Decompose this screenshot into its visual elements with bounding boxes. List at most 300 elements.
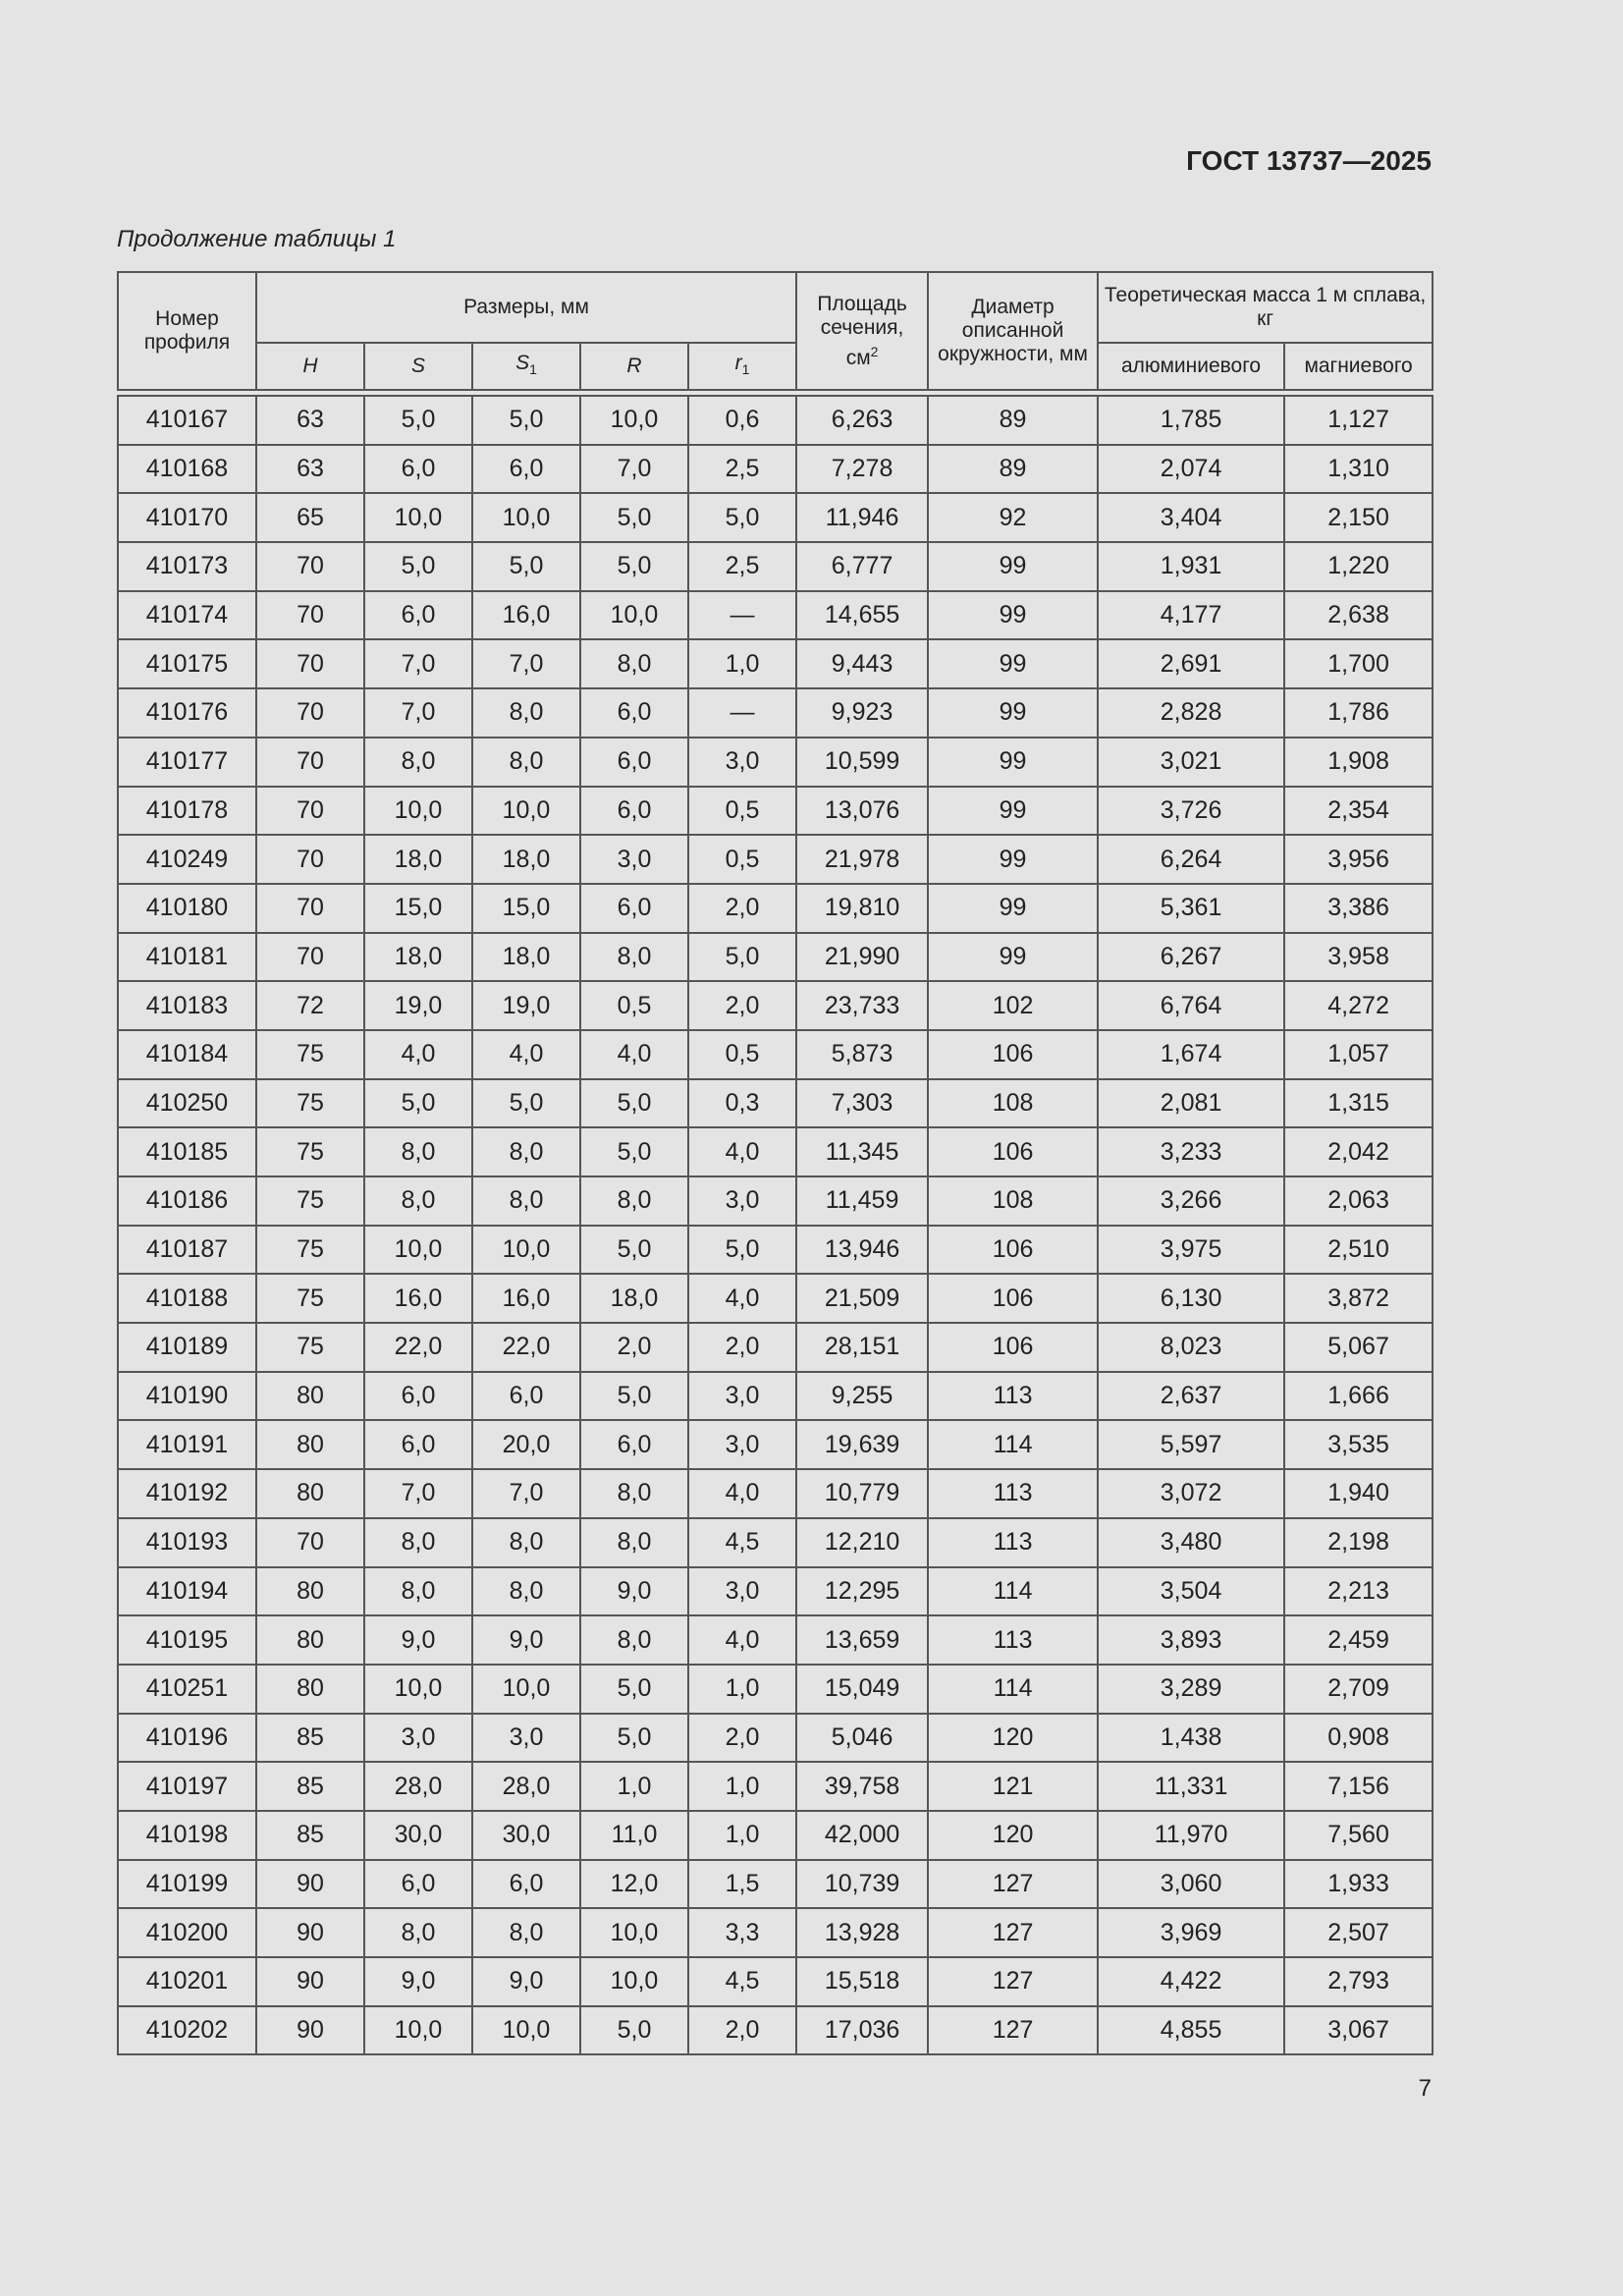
cell-section-area: 12,295 <box>796 1567 928 1616</box>
cell-r1: 4,0 <box>688 1274 796 1323</box>
cell-profile-number: 410201 <box>118 1957 256 2006</box>
cell-r: 6,0 <box>580 688 688 738</box>
cell-r1: 4,5 <box>688 1957 796 2006</box>
cell-section-area: 21,978 <box>796 835 928 884</box>
header-r1-sub: 1 <box>741 361 750 378</box>
cell-h: 70 <box>256 1518 364 1567</box>
header-profile-number: Номер профиля <box>118 272 256 390</box>
cell-profile-number: 410184 <box>118 1030 256 1079</box>
cell-h: 90 <box>256 1860 364 1909</box>
cell-h: 63 <box>256 396 364 445</box>
cell-section-area: 11,459 <box>796 1176 928 1226</box>
cell-mass-magnesium: 2,638 <box>1284 591 1433 640</box>
cell-s: 6,0 <box>364 445 472 494</box>
cell-h: 70 <box>256 884 364 933</box>
cell-profile-number: 410191 <box>118 1420 256 1469</box>
cell-r: 5,0 <box>580 1714 688 1763</box>
cell-s1: 8,0 <box>472 1127 580 1176</box>
cell-profile-number: 410170 <box>118 493 256 542</box>
cell-s1: 8,0 <box>472 1518 580 1567</box>
cell-profile-number: 410175 <box>118 639 256 688</box>
cell-profile-number: 410197 <box>118 1762 256 1811</box>
cell-r: 5,0 <box>580 542 688 591</box>
cell-section-area: 14,655 <box>796 591 928 640</box>
cell-mass-magnesium: 7,156 <box>1284 1762 1433 1811</box>
cell-s1: 5,0 <box>472 542 580 591</box>
cell-r: 9,0 <box>580 1567 688 1616</box>
cell-s: 3,0 <box>364 1714 472 1763</box>
cell-profile-number: 410174 <box>118 591 256 640</box>
cell-s1: 5,0 <box>472 396 580 445</box>
document-code: ГОСТ 13737—2025 <box>1186 145 1432 176</box>
cell-r1: 1,5 <box>688 1860 796 1909</box>
cell-mass-aluminium: 11,970 <box>1098 1811 1284 1860</box>
cell-section-area: 10,739 <box>796 1860 928 1909</box>
header-r: R <box>580 343 688 390</box>
cell-mass-aluminium: 6,264 <box>1098 835 1284 884</box>
cell-r1: 3,0 <box>688 1176 796 1226</box>
cell-r: 4,0 <box>580 1030 688 1079</box>
cell-r1: 2,0 <box>688 2006 796 2055</box>
cell-section-area: 23,733 <box>796 981 928 1030</box>
cell-h: 70 <box>256 591 364 640</box>
cell-s: 10,0 <box>364 2006 472 2055</box>
cell-diameter: 99 <box>928 835 1098 884</box>
cell-h: 70 <box>256 835 364 884</box>
table-row <box>118 1567 1433 1616</box>
cell-diameter: 106 <box>928 1323 1098 1372</box>
cell-diameter: 92 <box>928 493 1098 542</box>
cell-s1: 10,0 <box>472 787 580 836</box>
cell-r1: 1,0 <box>688 1811 796 1860</box>
cell-s1: 16,0 <box>472 591 580 640</box>
cell-profile-number: 410167 <box>118 396 256 445</box>
cell-section-area: 39,758 <box>796 1762 928 1811</box>
cell-profile-number: 410190 <box>118 1372 256 1421</box>
cell-s1: 6,0 <box>472 1860 580 1909</box>
cell-s1: 6,0 <box>472 1372 580 1421</box>
cell-r: 7,0 <box>580 445 688 494</box>
cell-s: 18,0 <box>364 835 472 884</box>
cell-mass-aluminium: 3,060 <box>1098 1860 1284 1909</box>
cell-diameter: 99 <box>928 933 1098 982</box>
cell-s1: 8,0 <box>472 1176 580 1226</box>
cell-r1: 3,0 <box>688 1372 796 1421</box>
cell-r1: 2,0 <box>688 1714 796 1763</box>
cell-r1: 2,0 <box>688 884 796 933</box>
cell-s1: 19,0 <box>472 981 580 1030</box>
cell-section-area: 19,810 <box>796 884 928 933</box>
cell-profile-number: 410187 <box>118 1226 256 1275</box>
cell-h: 72 <box>256 981 364 1030</box>
cell-s1: 9,0 <box>472 1615 580 1665</box>
cell-section-area: 21,990 <box>796 933 928 982</box>
header-r1-letter: r <box>734 351 742 374</box>
table-caption: Продолжение таблицы 1 <box>117 226 397 252</box>
header-r1 <box>688 343 796 390</box>
cell-profile-number: 410200 <box>118 1908 256 1957</box>
cell-s: 10,0 <box>364 1665 472 1714</box>
cell-r: 10,0 <box>580 591 688 640</box>
cell-mass-magnesium: 2,063 <box>1284 1176 1433 1226</box>
profile-table <box>117 271 1434 2055</box>
cell-s: 4,0 <box>364 1030 472 1079</box>
cell-r1: 1,0 <box>688 1665 796 1714</box>
cell-h: 80 <box>256 1665 364 1714</box>
cell-mass-magnesium: 1,127 <box>1284 396 1433 445</box>
cell-diameter: 121 <box>928 1762 1098 1811</box>
table-row <box>118 1176 1433 1226</box>
cell-h: 90 <box>256 1908 364 1957</box>
cell-mass-magnesium: 7,560 <box>1284 1811 1433 1860</box>
cell-r1: 0,5 <box>688 1030 796 1079</box>
cell-r1: 4,5 <box>688 1518 796 1567</box>
cell-r: 6,0 <box>580 787 688 836</box>
cell-mass-magnesium: 1,700 <box>1284 639 1433 688</box>
cell-r: 5,0 <box>580 2006 688 2055</box>
cell-r1: 3,0 <box>688 1420 796 1469</box>
cell-mass-magnesium: 1,057 <box>1284 1030 1433 1079</box>
cell-diameter: 99 <box>928 688 1098 738</box>
cell-mass-magnesium: 2,459 <box>1284 1615 1433 1665</box>
cell-s: 22,0 <box>364 1323 472 1372</box>
cell-mass-magnesium: 2,354 <box>1284 787 1433 836</box>
cell-profile-number: 410180 <box>118 884 256 933</box>
cell-mass-aluminium: 2,691 <box>1098 639 1284 688</box>
cell-r: 8,0 <box>580 933 688 982</box>
cell-mass-aluminium: 3,480 <box>1098 1518 1284 1567</box>
table-row <box>118 493 1433 542</box>
cell-diameter: 106 <box>928 1127 1098 1176</box>
cell-profile-number: 410193 <box>118 1518 256 1567</box>
cell-s: 28,0 <box>364 1762 472 1811</box>
cell-s1: 10,0 <box>472 1226 580 1275</box>
cell-diameter: 99 <box>928 542 1098 591</box>
cell-mass-magnesium: 2,709 <box>1284 1665 1433 1714</box>
cell-mass-aluminium: 3,893 <box>1098 1615 1284 1665</box>
table-row <box>118 591 1433 640</box>
cell-mass-magnesium: 2,507 <box>1284 1908 1433 1957</box>
cell-s: 15,0 <box>364 884 472 933</box>
table-row <box>118 884 1433 933</box>
table-row <box>118 1030 1433 1079</box>
cell-r1: 4,0 <box>688 1469 796 1518</box>
cell-section-area: 10,599 <box>796 738 928 787</box>
cell-s: 19,0 <box>364 981 472 1030</box>
cell-s: 16,0 <box>364 1274 472 1323</box>
cell-diameter: 102 <box>928 981 1098 1030</box>
cell-r1: 1,0 <box>688 639 796 688</box>
cell-mass-magnesium: 1,933 <box>1284 1860 1433 1909</box>
cell-mass-magnesium: 3,386 <box>1284 884 1433 933</box>
cell-profile-number: 410173 <box>118 542 256 591</box>
cell-profile-number: 410250 <box>118 1079 256 1128</box>
cell-profile-number: 410198 <box>118 1811 256 1860</box>
cell-r1: 0,3 <box>688 1079 796 1128</box>
cell-r: 8,0 <box>580 639 688 688</box>
cell-profile-number: 410183 <box>118 981 256 1030</box>
cell-r1: 2,0 <box>688 1323 796 1372</box>
cell-diameter: 99 <box>928 591 1098 640</box>
cell-h: 75 <box>256 1176 364 1226</box>
cell-h: 80 <box>256 1615 364 1665</box>
cell-profile-number: 410192 <box>118 1469 256 1518</box>
cell-mass-magnesium: 3,956 <box>1284 835 1433 884</box>
cell-section-area: 21,509 <box>796 1274 928 1323</box>
cell-section-area: 28,151 <box>796 1323 928 1372</box>
header-theoretical-mass: Теоретическая масса 1 м сплава, кг <box>1098 272 1433 343</box>
cell-r1: 3,3 <box>688 1908 796 1957</box>
cell-profile-number: 410189 <box>118 1323 256 1372</box>
cell-s: 8,0 <box>364 1127 472 1176</box>
cell-r: 18,0 <box>580 1274 688 1323</box>
cell-mass-magnesium: 0,908 <box>1284 1714 1433 1763</box>
cell-diameter: 99 <box>928 884 1098 933</box>
table-row <box>118 2006 1433 2055</box>
cell-s: 8,0 <box>364 738 472 787</box>
cell-s: 8,0 <box>364 1176 472 1226</box>
cell-profile-number: 410181 <box>118 933 256 982</box>
cell-section-area: 9,255 <box>796 1372 928 1421</box>
cell-profile-number: 410251 <box>118 1665 256 1714</box>
cell-diameter: 127 <box>928 1908 1098 1957</box>
cell-profile-number: 410194 <box>118 1567 256 1616</box>
cell-diameter: 99 <box>928 787 1098 836</box>
cell-mass-aluminium: 4,177 <box>1098 591 1284 640</box>
cell-mass-aluminium: 4,855 <box>1098 2006 1284 2055</box>
cell-mass-aluminium: 2,074 <box>1098 445 1284 494</box>
cell-h: 70 <box>256 639 364 688</box>
cell-mass-magnesium: 2,793 <box>1284 1957 1433 2006</box>
cell-mass-magnesium: 2,510 <box>1284 1226 1433 1275</box>
cell-r1: 3,0 <box>688 738 796 787</box>
cell-r: 1,0 <box>580 1762 688 1811</box>
table-row <box>118 542 1433 591</box>
cell-r: 5,0 <box>580 1665 688 1714</box>
table-row <box>118 1079 1433 1128</box>
header-h: H <box>256 343 364 390</box>
cell-s: 5,0 <box>364 1079 472 1128</box>
cell-s1: 10,0 <box>472 493 580 542</box>
cell-r1: 0,5 <box>688 835 796 884</box>
cell-mass-aluminium: 3,072 <box>1098 1469 1284 1518</box>
cell-r1: 0,5 <box>688 787 796 836</box>
cell-mass-aluminium: 3,975 <box>1098 1226 1284 1275</box>
cell-mass-aluminium: 1,931 <box>1098 542 1284 591</box>
cell-mass-aluminium: 1,438 <box>1098 1714 1284 1763</box>
cell-mass-magnesium: 1,908 <box>1284 738 1433 787</box>
cell-h: 85 <box>256 1811 364 1860</box>
cell-diameter: 89 <box>928 396 1098 445</box>
cell-profile-number: 410177 <box>118 738 256 787</box>
cell-s1: 6,0 <box>472 445 580 494</box>
cell-h: 90 <box>256 1957 364 2006</box>
cell-diameter: 114 <box>928 1567 1098 1616</box>
cell-section-area: 6,263 <box>796 396 928 445</box>
cell-h: 75 <box>256 1030 364 1079</box>
cell-r1: 0,6 <box>688 396 796 445</box>
cell-h: 70 <box>256 787 364 836</box>
header-section-area <box>796 272 928 390</box>
cell-profile-number: 410178 <box>118 787 256 836</box>
cell-s1: 7,0 <box>472 1469 580 1518</box>
cell-diameter: 113 <box>928 1518 1098 1567</box>
cell-r1: — <box>688 591 796 640</box>
table-row <box>118 1908 1433 1957</box>
cell-r: 5,0 <box>580 1372 688 1421</box>
cell-mass-aluminium: 3,404 <box>1098 493 1284 542</box>
table-row <box>118 933 1433 982</box>
cell-h: 80 <box>256 1469 364 1518</box>
header-section-area-unit-sup: 2 <box>870 343 879 359</box>
cell-s: 18,0 <box>364 933 472 982</box>
table-row <box>118 1518 1433 1567</box>
cell-h: 70 <box>256 542 364 591</box>
table-body <box>118 396 1433 2054</box>
cell-mass-aluminium: 1,785 <box>1098 396 1284 445</box>
cell-h: 70 <box>256 738 364 787</box>
cell-s: 9,0 <box>364 1957 472 2006</box>
cell-r1: — <box>688 688 796 738</box>
cell-section-area: 15,518 <box>796 1957 928 2006</box>
cell-profile-number: 410188 <box>118 1274 256 1323</box>
table-row <box>118 1420 1433 1469</box>
cell-section-area: 42,000 <box>796 1811 928 1860</box>
cell-section-area: 5,873 <box>796 1030 928 1079</box>
cell-section-area: 7,278 <box>796 445 928 494</box>
table-row <box>118 1811 1433 1860</box>
cell-mass-magnesium: 1,786 <box>1284 688 1433 738</box>
cell-r1: 4,0 <box>688 1127 796 1176</box>
cell-r1: 3,0 <box>688 1567 796 1616</box>
cell-diameter: 127 <box>928 2006 1098 2055</box>
header-s1-letter: S <box>515 351 530 374</box>
cell-section-area: 11,345 <box>796 1127 928 1176</box>
header-s1 <box>472 343 580 390</box>
cell-r: 0,5 <box>580 981 688 1030</box>
cell-s: 7,0 <box>364 639 472 688</box>
cell-s: 8,0 <box>364 1908 472 1957</box>
cell-mass-magnesium: 2,198 <box>1284 1518 1433 1567</box>
cell-diameter: 99 <box>928 738 1098 787</box>
cell-s: 7,0 <box>364 688 472 738</box>
cell-h: 75 <box>256 1323 364 1372</box>
cell-section-area: 6,777 <box>796 542 928 591</box>
cell-mass-aluminium: 11,331 <box>1098 1762 1284 1811</box>
cell-s1: 3,0 <box>472 1714 580 1763</box>
cell-h: 65 <box>256 493 364 542</box>
table-row <box>118 639 1433 688</box>
table-row <box>118 1323 1433 1372</box>
cell-section-area: 10,779 <box>796 1469 928 1518</box>
cell-r: 8,0 <box>580 1615 688 1665</box>
table-row <box>118 835 1433 884</box>
header-s: S <box>364 343 472 390</box>
cell-r: 8,0 <box>580 1176 688 1226</box>
cell-mass-magnesium: 1,666 <box>1284 1372 1433 1421</box>
cell-mass-aluminium: 2,637 <box>1098 1372 1284 1421</box>
table-row <box>118 1665 1433 1714</box>
cell-s1: 30,0 <box>472 1811 580 1860</box>
cell-mass-aluminium: 5,361 <box>1098 884 1284 933</box>
cell-s: 10,0 <box>364 493 472 542</box>
cell-section-area: 19,639 <box>796 1420 928 1469</box>
cell-h: 75 <box>256 1127 364 1176</box>
cell-s: 5,0 <box>364 542 472 591</box>
cell-s: 30,0 <box>364 1811 472 1860</box>
cell-s1: 16,0 <box>472 1274 580 1323</box>
cell-h: 80 <box>256 1567 364 1616</box>
cell-mass-aluminium: 3,289 <box>1098 1665 1284 1714</box>
cell-s1: 15,0 <box>472 884 580 933</box>
cell-r: 8,0 <box>580 1518 688 1567</box>
table-row <box>118 1469 1433 1518</box>
cell-section-area: 15,049 <box>796 1665 928 1714</box>
cell-mass-magnesium: 1,220 <box>1284 542 1433 591</box>
cell-diameter: 106 <box>928 1226 1098 1275</box>
cell-r: 12,0 <box>580 1860 688 1909</box>
cell-s: 9,0 <box>364 1615 472 1665</box>
cell-section-area: 13,659 <box>796 1615 928 1665</box>
cell-s: 7,0 <box>364 1469 472 1518</box>
cell-s1: 8,0 <box>472 1567 580 1616</box>
cell-h: 70 <box>256 933 364 982</box>
cell-s: 8,0 <box>364 1518 472 1567</box>
cell-mass-aluminium: 6,764 <box>1098 981 1284 1030</box>
cell-h: 75 <box>256 1226 364 1275</box>
cell-s1: 18,0 <box>472 835 580 884</box>
cell-s: 10,0 <box>364 1226 472 1275</box>
cell-diameter: 106 <box>928 1274 1098 1323</box>
cell-s1: 7,0 <box>472 639 580 688</box>
cell-r1: 2,5 <box>688 542 796 591</box>
table-row <box>118 981 1433 1030</box>
cell-profile-number: 410186 <box>118 1176 256 1226</box>
table-row <box>118 1372 1433 1421</box>
cell-s: 6,0 <box>364 591 472 640</box>
header-magnesium: магниевого <box>1284 343 1433 390</box>
cell-s1: 28,0 <box>472 1762 580 1811</box>
cell-h: 75 <box>256 1274 364 1323</box>
table-row <box>118 1957 1433 2006</box>
cell-mass-magnesium: 2,213 <box>1284 1567 1433 1616</box>
cell-diameter: 120 <box>928 1811 1098 1860</box>
cell-profile-number: 410195 <box>118 1615 256 1665</box>
cell-r: 6,0 <box>580 1420 688 1469</box>
header-dimensions: Размеры, мм <box>256 272 796 343</box>
cell-mass-aluminium: 2,828 <box>1098 688 1284 738</box>
cell-s1: 22,0 <box>472 1323 580 1372</box>
cell-s1: 9,0 <box>472 1957 580 2006</box>
cell-h: 85 <box>256 1714 364 1763</box>
cell-mass-aluminium: 3,726 <box>1098 787 1284 836</box>
cell-section-area: 13,946 <box>796 1226 928 1275</box>
cell-s: 5,0 <box>364 396 472 445</box>
cell-diameter: 114 <box>928 1420 1098 1469</box>
header-s1-sub: 1 <box>529 361 537 378</box>
header-section-area-label: Площадь сечения, <box>817 292 907 339</box>
cell-diameter: 99 <box>928 639 1098 688</box>
cell-r: 5,0 <box>580 1226 688 1275</box>
cell-s1: 10,0 <box>472 1665 580 1714</box>
cell-mass-magnesium: 1,315 <box>1284 1079 1433 1128</box>
table-row <box>118 688 1433 738</box>
header-diameter: Диаметр описанной окружности, мм <box>928 272 1098 390</box>
cell-mass-magnesium: 2,150 <box>1284 493 1433 542</box>
table-row <box>118 445 1433 494</box>
cell-s1: 10,0 <box>472 2006 580 2055</box>
cell-mass-aluminium: 1,674 <box>1098 1030 1284 1079</box>
